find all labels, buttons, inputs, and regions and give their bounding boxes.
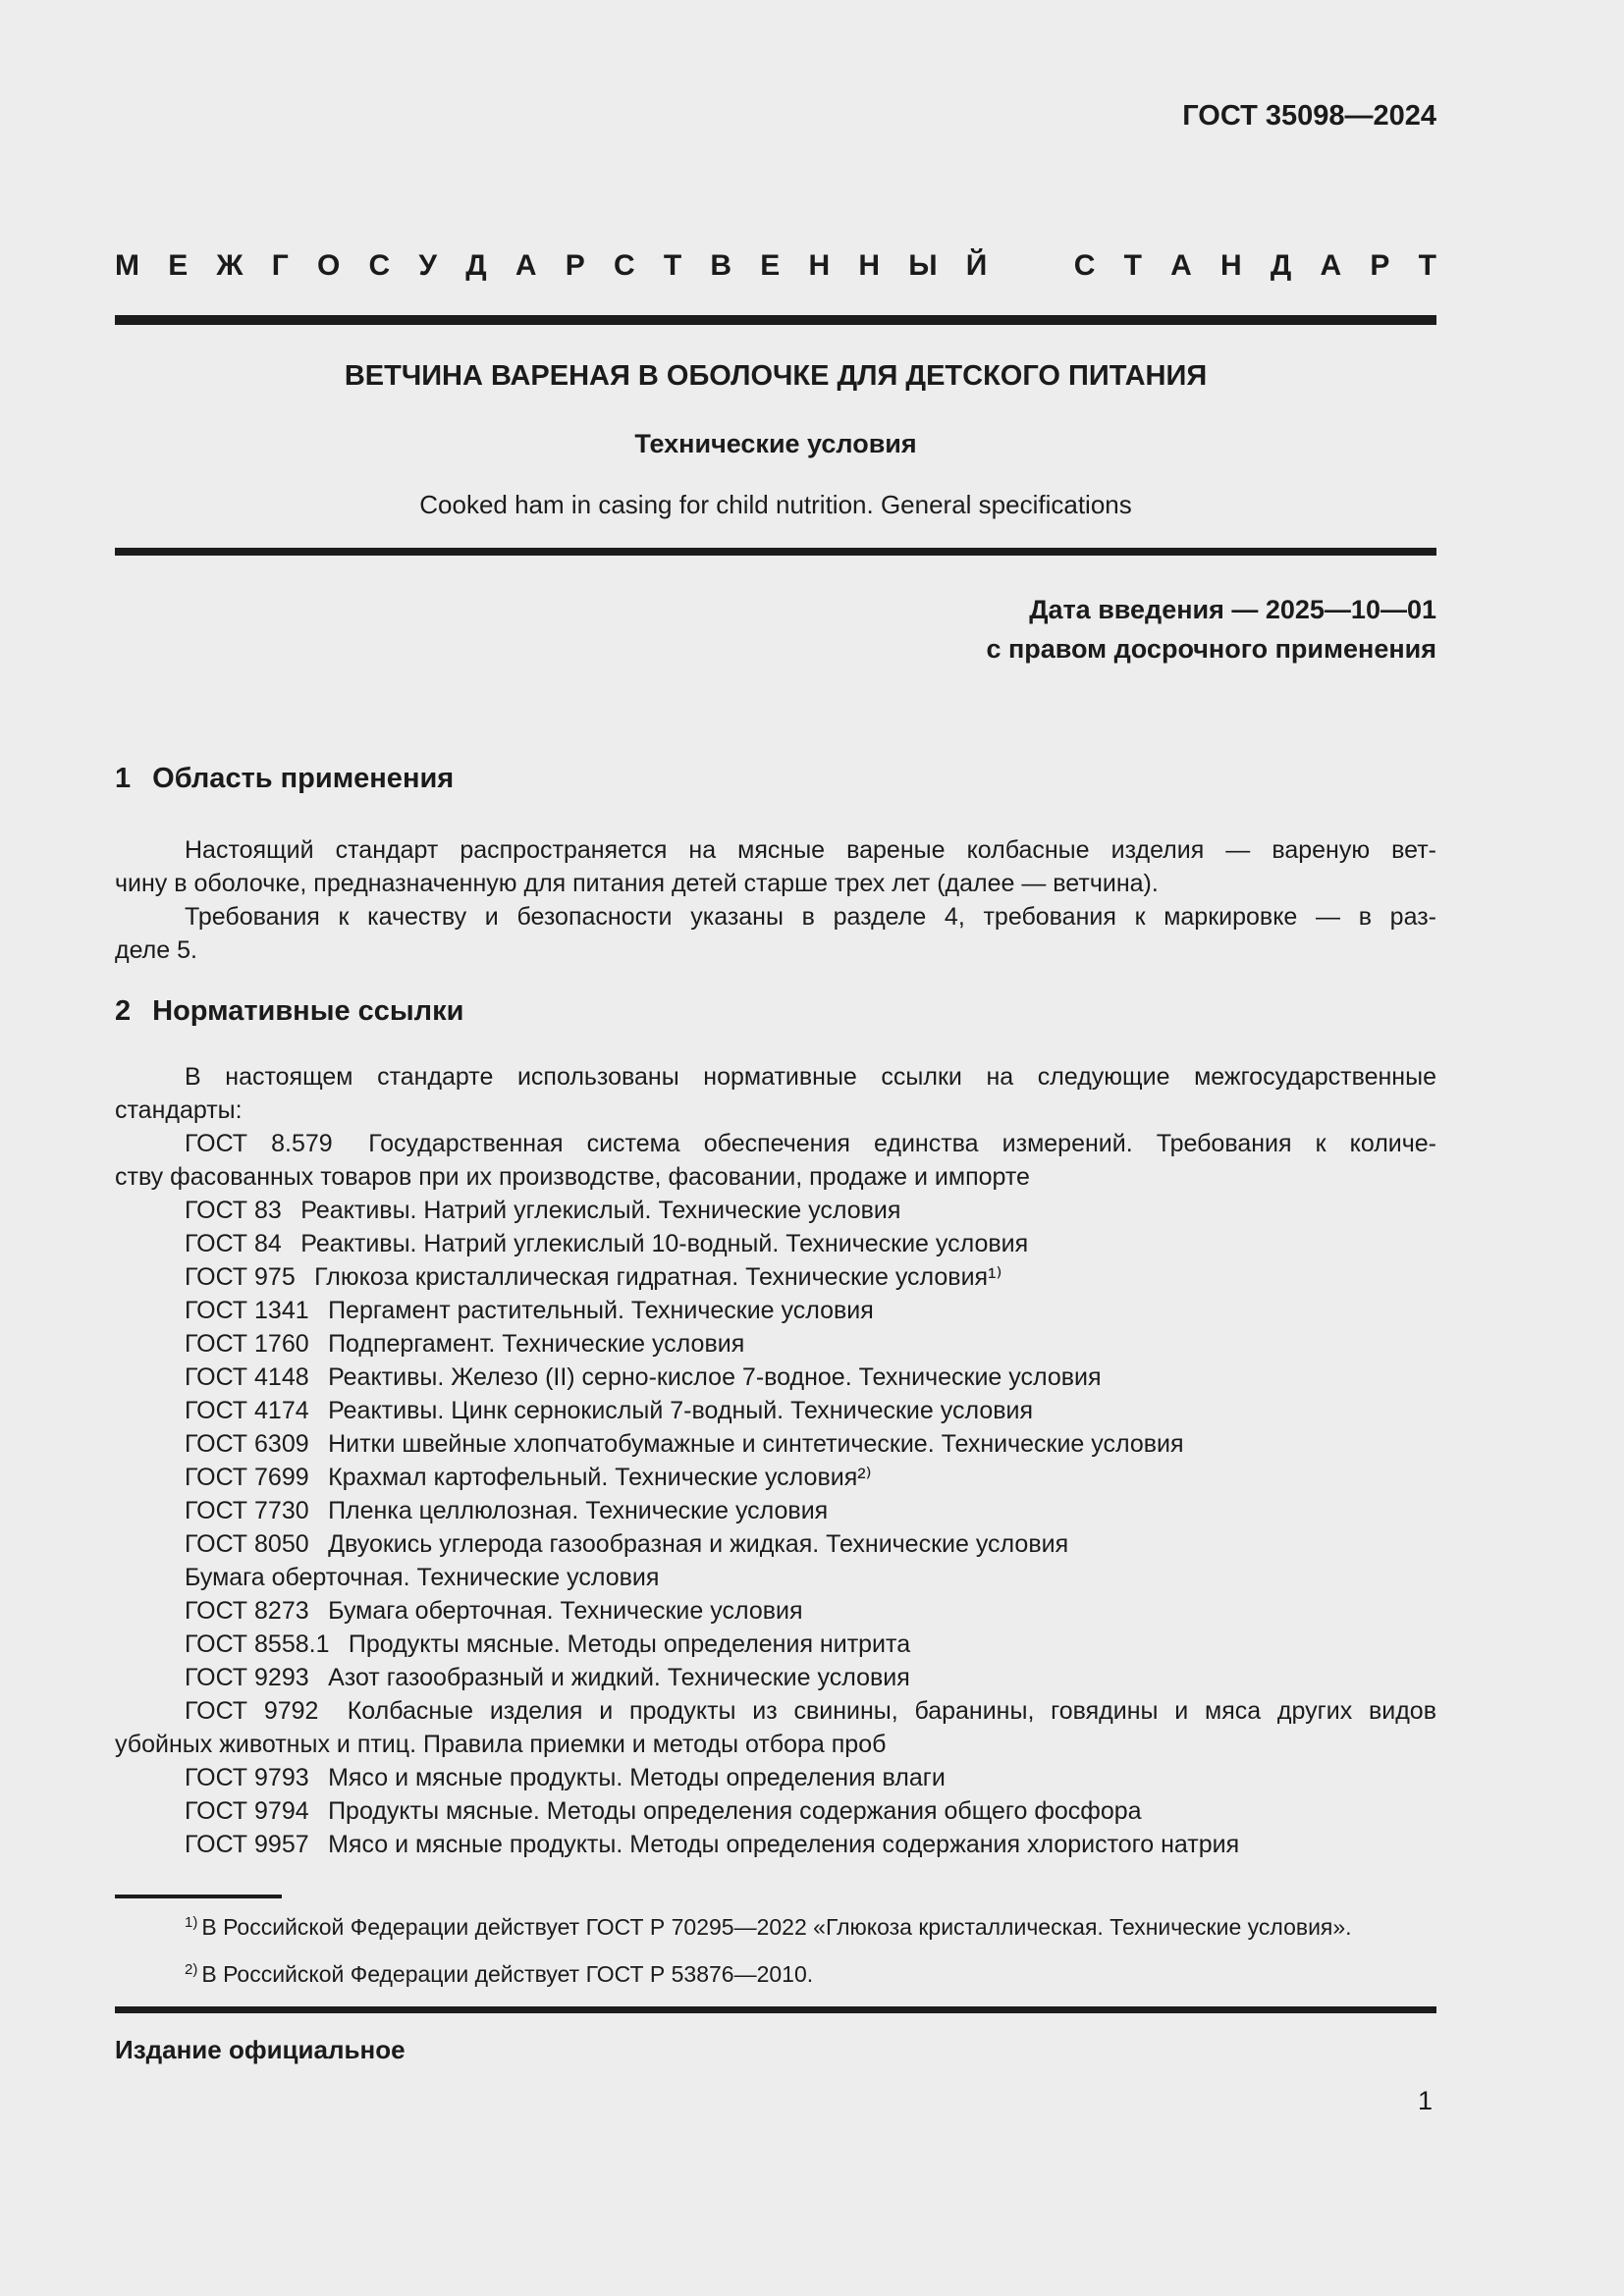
official-edition-note: Издание официальное: [115, 2035, 406, 2064]
footnote-marker: 1): [185, 1914, 198, 1931]
heading-letter: Н: [858, 249, 880, 282]
paragraph-line: ГОСТ 7730 Пленка целлюлозная. Технические условия: [185, 1497, 829, 1524]
paragraph-line: ГОСТ 6309 Нитки швейные хлопчатобумажные и синтетические. Технические условия: [185, 1430, 1184, 1458]
heading-letter: Р: [1370, 249, 1390, 282]
introduction-date: Дата введения — 2025—10—01: [1029, 595, 1436, 624]
paragraph-line: ГОСТ 7699 Крахмал картофельный. Технические условия²⁾: [185, 1464, 872, 1491]
paragraph-line: ГОСТ 9794 Продукты мясные. Методы определения содержания общего фосфора: [185, 1797, 1142, 1825]
heading-letter: С: [368, 249, 391, 282]
heading-letter: Р: [565, 249, 585, 282]
heading-letter: Н: [808, 249, 831, 282]
paragraph-line: ству фасованных товаров при их производстве, фасовании, продаже и импорте: [115, 1163, 1030, 1191]
paragraph-line: ГОСТ 8273 Бумага оберточная. Технические условия: [185, 1597, 803, 1625]
heading-letter: С: [613, 249, 635, 282]
paragraph-line: ГОСТ 4174 Реактивы. Цинк сернокислый 7-водный. Технические условия: [185, 1397, 1034, 1424]
header-rule: [115, 315, 1436, 325]
heading-letter: У: [418, 249, 438, 282]
section-heading: [115, 993, 1436, 1029]
heading-letter: Ы: [908, 249, 938, 282]
document-subtitle: Технические условия: [634, 429, 917, 458]
heading-letter: О: [316, 249, 341, 282]
paragraph-line: ГОСТ 1341 Пергамент растительный. Технические условия: [185, 1297, 874, 1324]
paragraph-line: ГОСТ 975 Глюкоза кристаллическая гидратная. Технические условия¹⁾: [185, 1263, 1002, 1291]
footnote: [115, 1959, 1436, 1993]
paragraph-line: ГОСТ 8.579 Государственная система обеспечения единства измерений. Требования к количе-: [185, 1130, 1436, 1157]
heading-letter: Г: [271, 249, 289, 282]
section-title: Нормативные ссылки: [152, 995, 464, 1027]
heading-letter: Ж: [216, 249, 244, 282]
document-title-english: Cooked ham in casing for child nutrition. General specifications: [419, 490, 1132, 519]
paragraph-line: ГОСТ 4148 Реактивы. Железо (II) серно-кислое 7-водное. Технические условия: [185, 1363, 1102, 1391]
heading-letter: Д: [1270, 249, 1292, 282]
paragraph-line: Настоящий стандарт распространяется на мясные вареные колбасные изделия — вареную вет-: [185, 836, 1436, 864]
paragraph-line: ГОСТ 1760 Подпергамент. Технические условия: [185, 1330, 745, 1358]
paragraph-line: ГОСТ 83 Реактивы. Натрий углекислый. Технические условия: [185, 1197, 901, 1224]
heading-letter: Й: [965, 249, 988, 282]
section-number: 2: [115, 995, 132, 1027]
document-number: ГОСТ 35098—2024: [1182, 100, 1436, 132]
paragraph-line: чину в оболочке, предназначенную для питания детей старше трех лет (далее — ветчина).: [115, 870, 1159, 897]
document-body: [115, 761, 1436, 1861]
section-heading: [115, 761, 1436, 796]
standard-type-heading: [115, 249, 1436, 283]
early-application-note: с правом досрочного применения: [986, 634, 1436, 664]
heading-letter: Д: [465, 249, 487, 282]
paragraph-line: ГОСТ 8558.1 Продукты мясные. Методы определения нитрита: [185, 1630, 911, 1658]
paragraph-line: убойных животных и птиц. Правила приемки и методы отбора проб: [115, 1731, 887, 1758]
paragraph-line: ГОСТ 9957 Мясо и мясные продукты. Методы определения содержания хлористого натрия: [185, 1831, 1240, 1858]
section-2: [115, 993, 1436, 1861]
document-title: ВЕТЧИНА ВАРЕНАЯ В ОБОЛОЧКЕ ДЛЯ ДЕТСКОГО ПИТАНИЯ: [344, 360, 1208, 392]
paragraph-line: деле 5.: [115, 936, 197, 964]
footnote-separator-rule: [115, 1895, 282, 1898]
heading-letter: А: [514, 249, 537, 282]
paragraph-line: ГОСТ 9293 Азот газообразный и жидкий. Технические условия: [185, 1664, 910, 1691]
section-1: [115, 761, 1436, 967]
footnote-text: В Российской Федерации действует ГОСТ Р 53876—2010.: [201, 1961, 814, 1987]
heading-letter: Н: [1220, 249, 1242, 282]
paragraph-line: ГОСТ 9793 Мясо и мясные продукты. Методы определения влаги: [185, 1764, 946, 1791]
heading-letter: Т: [1418, 249, 1436, 282]
paragraph-line: ГОСТ 84 Реактивы. Натрий углекислый 10-водный. Технические условия: [185, 1230, 1029, 1257]
section-title: Область применения: [152, 763, 455, 794]
heading-letter: Е: [760, 249, 781, 282]
paragraph-line: Требования к качеству и безопасности указаны в разделе 4, требования к маркировке — в раз-: [185, 903, 1436, 931]
paragraph-line: ГОСТ 8050 Двуокись углерода газообразная и жидкая. Технические условия: [185, 1530, 1069, 1558]
section-number: 1: [115, 763, 132, 794]
paragraph-line: В настоящем стандарте использованы нормативные ссылки на следующие межгосударственные: [185, 1063, 1436, 1091]
footer-rule: [115, 2006, 1436, 2013]
heading-letter: Е: [168, 249, 189, 282]
paragraph-line: стандарты:: [115, 1096, 243, 1124]
heading-letter: А: [1320, 249, 1342, 282]
heading-letter: С: [1073, 249, 1096, 282]
paragraph-line: ГОСТ 9792 Колбасные изделия и продукты из свинины, баранины, говядины и мяса других видов: [185, 1697, 1436, 1725]
heading-letter: Т: [1123, 249, 1142, 282]
introduction-date-block: [115, 590, 1436, 668]
heading-letter: А: [1170, 249, 1192, 282]
heading-letter: Т: [663, 249, 682, 282]
paragraph-line: Бумага оберточная. Технические условия: [185, 1564, 660, 1591]
heading-letter: М: [115, 249, 139, 282]
title-rule: [115, 548, 1436, 556]
footnote: [115, 1912, 1436, 1946]
footnote-text: В Российской Федерации действует ГОСТ Р 70295—2022 «Глюкоза кристаллическая. Технические условия».: [201, 1914, 1352, 1940]
footnote-marker: 2): [185, 1961, 198, 1978]
page-number: 1: [1417, 2086, 1433, 2115]
heading-letter: В: [710, 249, 732, 282]
